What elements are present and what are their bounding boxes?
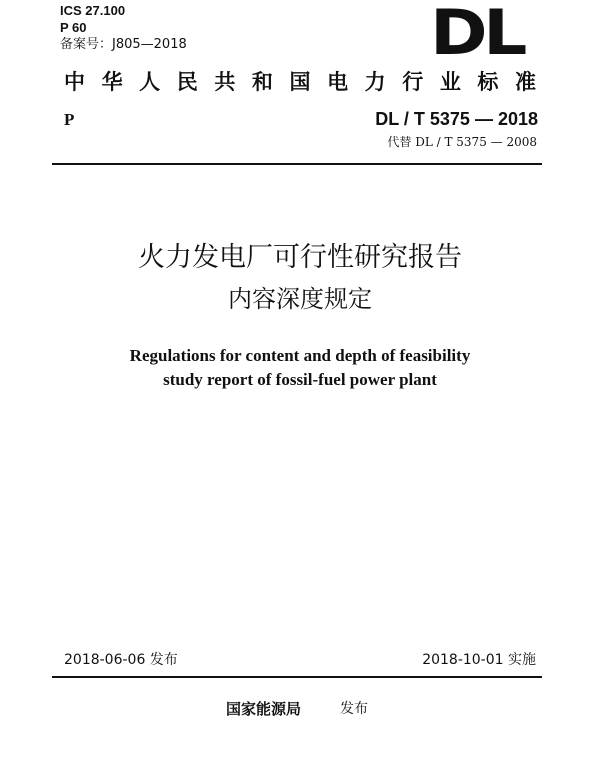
effective-date: 2018-10-01 实施: [422, 652, 536, 668]
issue-date: 2018-06-06 发布: [64, 652, 178, 668]
publisher-name: 国家能源局: [226, 700, 302, 718]
publish-label: 发布: [340, 701, 368, 717]
bottom-divider: [52, 676, 542, 678]
classification-code: P 60: [60, 20, 87, 35]
filing-number: 备案号：J805—2018: [60, 37, 187, 52]
replaces-standard: 代替 DL / T 5375 — 2008: [387, 135, 537, 149]
document-title-zh-line2: 内容深度规定: [228, 285, 372, 313]
class-letter: P: [64, 110, 75, 129]
ics-code: ICS 27.100: [60, 3, 126, 18]
document-title-en-line2: study report of fossil-fuel power plant: [163, 370, 437, 389]
standard-number: DL / T 5375 — 2018: [375, 109, 538, 129]
dl-logo: DL: [430, 0, 523, 69]
document-title-en-line1: Regulations for content and depth of feasibility: [129, 346, 471, 365]
document-title-zh-line1: 火力发电厂可行性研究报告: [138, 242, 462, 273]
standard-category-title: 中华人民共和国电力行业标准: [64, 69, 536, 94]
top-divider: [52, 163, 542, 165]
